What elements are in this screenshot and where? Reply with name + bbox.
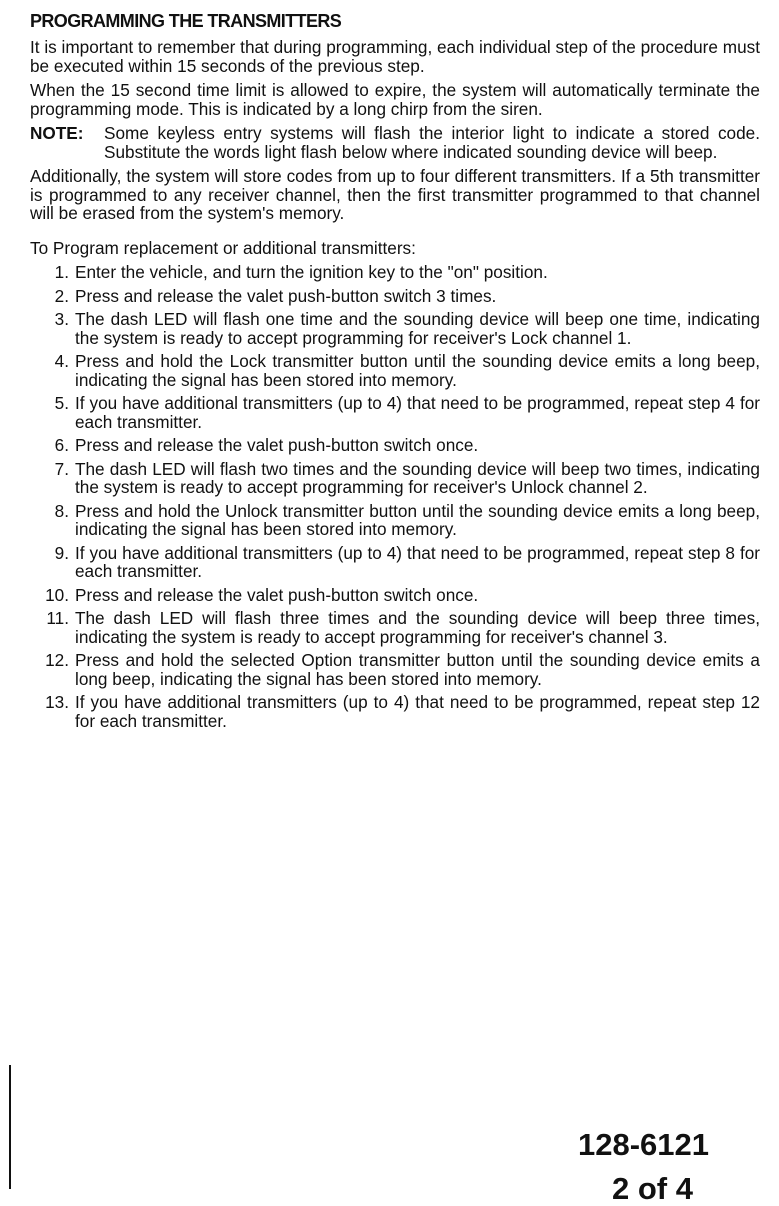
step-text: Press and hold the Lock transmitter button until the sounding device emits a long beep, indicating the signal has been stored into memory. bbox=[75, 351, 760, 390]
step-text: Press and release the valet push-button switch once. bbox=[75, 435, 479, 455]
step-text: The dash LED will flash two times and the sounding device will beep two times, indicating the system is ready to accept programming for receiver's Unlock channel 2. bbox=[75, 458, 760, 497]
list-item bbox=[30, 436, 760, 455]
step-number: 3. bbox=[54, 309, 69, 329]
list-item bbox=[30, 586, 760, 605]
note-block bbox=[30, 124, 760, 161]
list-item bbox=[30, 460, 760, 497]
step-number: 5. bbox=[54, 393, 69, 413]
step-text: Press and release the valet push-button switch 3 times. bbox=[75, 285, 497, 306]
list-item bbox=[30, 693, 760, 730]
step-number: 9. bbox=[54, 542, 69, 563]
list-item bbox=[30, 352, 760, 389]
paragraph-additional: Additionally, the system will store codes from up to four different transmitters. If a 5th transmitter is programmed to any receiver channel, then the first transmitter programmed to that channel will be erased from the system's memory. bbox=[30, 166, 760, 223]
paragraph-timing: It is important to remember that during programming, each individual step of the procedure must be executed within 15 seconds of the previous step. bbox=[30, 37, 760, 76]
step-text: Enter the vehicle, and turn the ignition key to the "on" position. bbox=[75, 262, 548, 282]
margin-rule bbox=[9, 1065, 11, 1189]
step-number: 4. bbox=[54, 351, 69, 371]
list-item bbox=[30, 651, 760, 688]
step-text: If you have additional transmitters (up to 4) that need to be programmed, repeat step 12 for each transmitter. bbox=[75, 692, 760, 731]
step-text: Press and hold the selected Option transmitter button until the sounding device emits a long beep, indicating the signal has been stored into memory. bbox=[75, 650, 760, 689]
step-number: 12. bbox=[45, 650, 69, 670]
step-number: 2. bbox=[54, 285, 69, 306]
paragraph-timeout: When the 15 second time limit is allowed to expire, the system will automatically terminate the programming mode. This is indicated by a long chirp from the siren. bbox=[30, 80, 760, 119]
note-label: NOTE: bbox=[30, 123, 84, 143]
list-item bbox=[30, 544, 760, 581]
step-number: 1. bbox=[54, 262, 69, 282]
step-number: 6. bbox=[54, 435, 69, 455]
step-number: 11. bbox=[46, 608, 69, 628]
list-item bbox=[30, 609, 760, 646]
note-text: Some keyless entry systems will flash the interior light to indicate a stored code. Substitute the words light flash below where indicated sounding device will beep. bbox=[104, 123, 760, 162]
step-number: 13. bbox=[45, 692, 69, 712]
list-item bbox=[30, 394, 760, 431]
step-text: If you have additional transmitters (up to 4) that need to be programmed, repeat step 4 for each transmitter. bbox=[75, 393, 760, 432]
step-number: 10. bbox=[45, 584, 69, 605]
list-item bbox=[30, 310, 760, 347]
steps-list bbox=[30, 263, 760, 730]
document-page bbox=[30, 10, 760, 735]
list-item bbox=[30, 502, 760, 539]
step-text: Press and release the valet push-button switch once. bbox=[75, 584, 479, 605]
step-number: 8. bbox=[54, 500, 69, 521]
step-text: The dash LED will flash one time and the sounding device will beep one time, indicating the system is ready to accept programming for receiver's Lock channel 1. bbox=[75, 309, 760, 348]
document-number: 128-6121 bbox=[578, 1127, 710, 1162]
list-item bbox=[30, 287, 760, 306]
page-number: 2 of 4 bbox=[612, 1171, 693, 1206]
step-number: 7. bbox=[54, 458, 69, 479]
list-item bbox=[30, 263, 760, 282]
step-text: The dash LED will flash three times and the sounding device will beep three times, indicating the system is ready to accept programming for receiver's channel 3. bbox=[75, 608, 760, 647]
steps-intro: To Program replacement or additional transmitters: bbox=[30, 237, 416, 258]
step-text: Press and hold the Unlock transmitter button until the sounding device emits a long beep, indicating the signal has been stored into memory. bbox=[75, 500, 760, 539]
section-title: PROGRAMMING THE TRANSMITTERS bbox=[30, 11, 342, 31]
step-text: If you have additional transmitters (up to 4) that need to be programmed, repeat step 8 for each transmitter. bbox=[75, 542, 760, 581]
